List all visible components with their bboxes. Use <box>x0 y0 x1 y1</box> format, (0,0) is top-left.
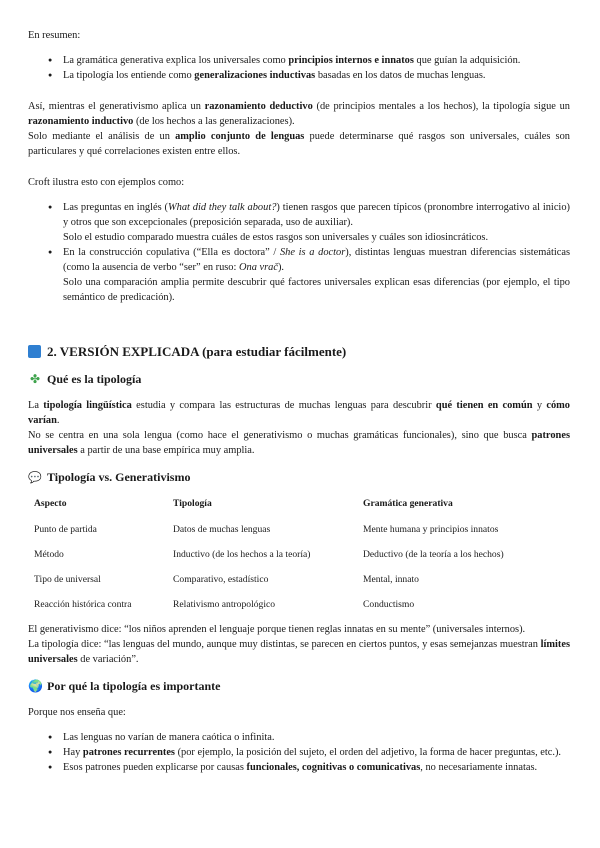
table-row <box>34 522 574 547</box>
heading-why-typology-matters: 🌍 Por qué la tipología es importante <box>28 678 221 693</box>
puzzle-icon: ✤ <box>29 371 41 386</box>
table-row <box>34 572 574 597</box>
why-bullet-patterns: ● Hay patrones recurrentes (por ejemplo, la posición del sujeto, el orden del adjetivo, la forma de hacer preguntas, etc.). <box>28 745 570 760</box>
summary-label: En resumen: <box>28 30 81 41</box>
table-cell: Tipo de universal <box>34 574 101 585</box>
why-list <box>28 730 570 775</box>
why-bullet-causes: ● Esos patrones pueden explicarse por causas funcionales, cognitivas o comunicativas, no necesariamente innatas. <box>28 760 570 775</box>
why-bullet-variation: ● Las lenguas no varían de manera caótica o infinita. <box>28 730 570 745</box>
summary-bullet-typology: ● La tipología los entiende como generalizaciones inductivas basadas en los datos de muchas lenguas. <box>28 68 570 83</box>
column-header: Aspecto <box>34 498 67 509</box>
column-header: Gramática generativa <box>363 498 453 509</box>
globe-icon: 🌍 <box>28 678 43 693</box>
typology-definition: La tipología lingüística estudia y compara las estructuras de muchas lenguas para descubrir qué tienen en común y cómo varían. <box>28 400 570 426</box>
speech-bubble-icon: 💬 <box>28 470 42 484</box>
table-cell: Deductivo (de la teoría a los hechos) <box>363 549 504 560</box>
typology-quote: La tipología dice: “las lenguas del mundo, aunque muy distintas, se parecen en ciertos puntos, y esas semejanzas muestran límites universales de variación”. <box>28 639 570 665</box>
table-cell: Datos de muchas lenguas <box>173 524 271 535</box>
heading-typology-vs-generativism: 💬 Tipología vs. Generativismo <box>28 469 191 484</box>
table-cell: Inductivo (de los hechos a la teoría) <box>173 549 311 560</box>
table-row <box>34 597 574 622</box>
table-row <box>34 547 574 572</box>
column-header: Tipología <box>173 498 212 509</box>
heading-what-is-typology: ✤ Qué es la tipología <box>29 371 142 386</box>
table-cell: Mental, innato <box>363 574 419 585</box>
blue-square-icon <box>28 345 41 358</box>
reasoning-paragraph: Así, mientras el generativismo aplica un razonamiento deductivo (de principios mentales a los hechos), la tipología sigue un razonamiento inductivo (de los hechos a las generalizaciones). <box>28 101 570 127</box>
table-cell: Conductismo <box>363 599 415 610</box>
comparison-table <box>34 496 574 622</box>
summary-bullet-generative: ● La gramática generativa explica los universales como principios internos e innatos que guían la adquisición. <box>28 53 570 68</box>
table-cell: Comparativo, estadístico <box>173 574 269 585</box>
table-cell: Mente humana y principios innatos <box>363 524 499 535</box>
table-cell: Reacción histórica contra <box>34 599 132 610</box>
table-cell: Relativismo antropológico <box>173 599 276 610</box>
table-header-row <box>34 496 574 522</box>
croft-examples <box>28 200 570 305</box>
generativism-quote: El generativismo dice: “los niños aprenden el lenguaje porque tienen reglas innatas en su mente” (universales internos). <box>28 624 526 635</box>
table-cell: Punto de partida <box>34 524 97 535</box>
section-heading: 2. VERSIÓN EXPLICADA (para estudiar fácilmente) <box>28 342 570 360</box>
analysis-paragraph: Solo mediante el análisis de un amplio conjunto de lenguas puede determinarse qué rasgos son universales, cuáles son particulares y qué correlaciones existen entre ellos. <box>28 131 570 157</box>
typology-scope: No se centra en una sola lengua (como hace el generativismo o muchas gramáticas funcionales), sino que busca patrones universales a partir de una base empírica muy amplia. <box>28 430 570 456</box>
table-cell: Método <box>34 549 64 560</box>
summary-list <box>28 53 570 83</box>
example-questions: ● Las preguntas en inglés (What did they talk about?) tienen rasgos que parecen típicos (pronombre interrogativo al inicio) y otros que son excepcionales (preposición separada, uso de auxiliar). Solo el estudio comparado muestra cuáles de estos rasgos son universales y cuáles son idiosincráticos. <box>28 200 570 245</box>
example-copula: ● En la construcción copulativa (“Ella es doctora” / She is a doctor), distintas lenguas muestran diferencias sistemáticas (como la ausencia de verbo “ser” en ruso: Ona vrač). Solo una comparación amplia permite descubrir qué factores universales explican esas diferencias (por ejemplo, el tipo semántico de predicación). <box>28 245 570 305</box>
croft-lead: Croft ilustra esto con ejemplos como: <box>28 177 185 188</box>
why-lead: Porque nos enseña que: <box>28 707 126 718</box>
